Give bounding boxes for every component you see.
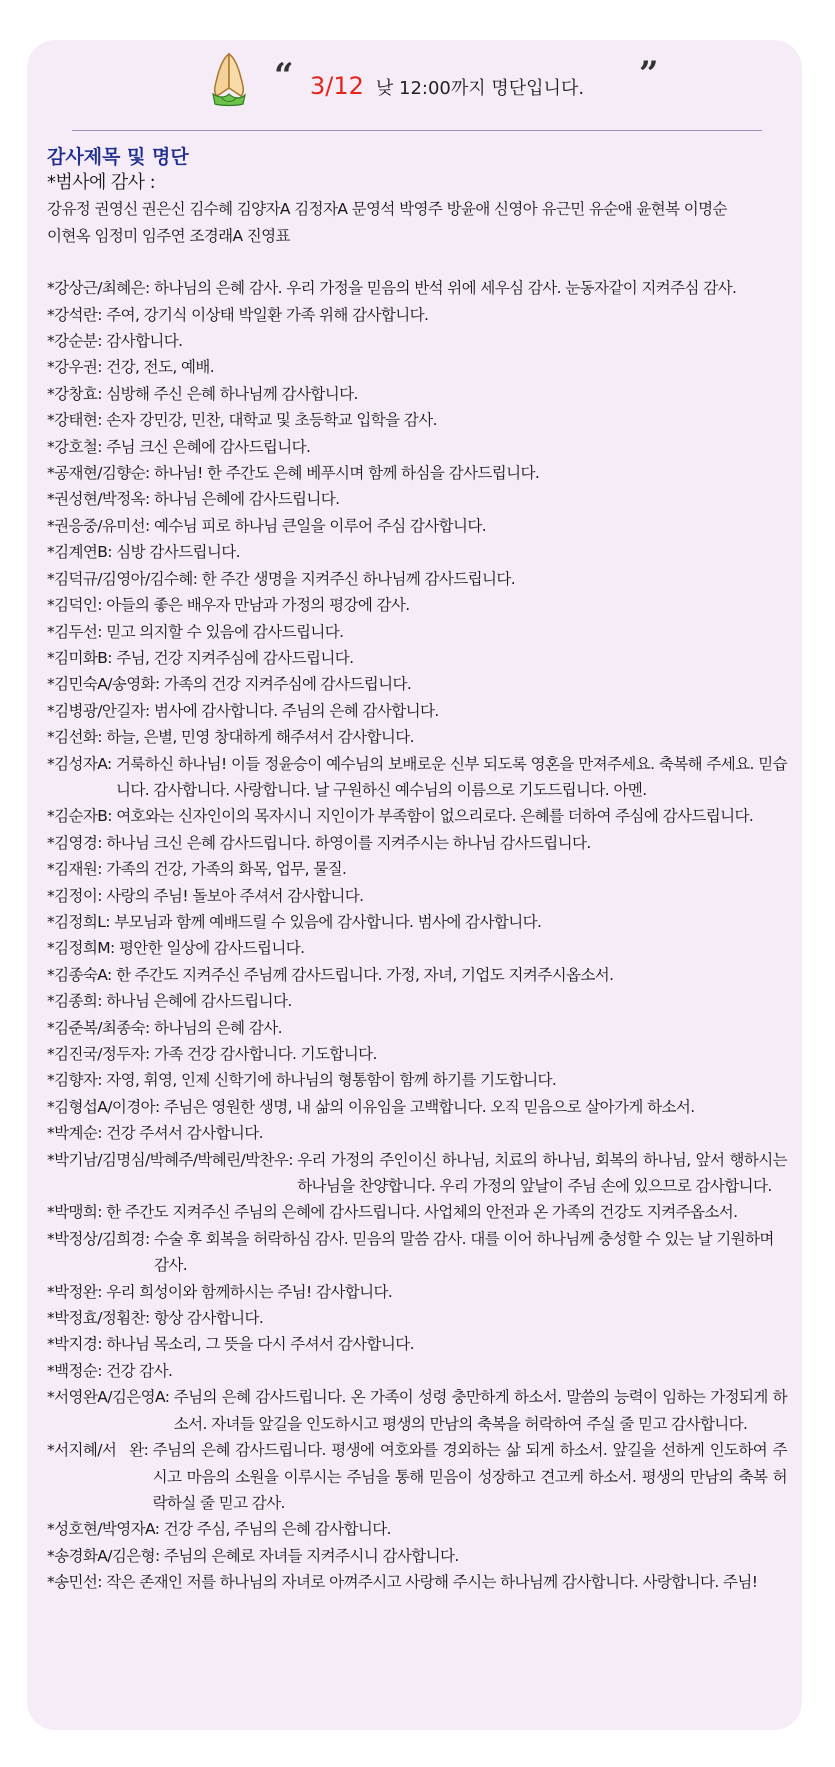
entry-name: *김성자A: xyxy=(47,754,116,773)
entry-text: 사랑의 주님! 돌보아 주셔서 감사합니다. xyxy=(106,886,364,905)
entry-name: *권응중/유미선: xyxy=(47,516,154,535)
entry-text: 예수님 피로 하나님 큰일을 이루어 주심 감사합니다. xyxy=(153,516,487,535)
entry-text: 부모님과 함께 예배드릴 수 있음에 감사합니다. 범사에 감사합니다. xyxy=(114,912,542,931)
entry-text: 우리 희성이와 함께하시는 주님! 감사합니다. xyxy=(106,1282,393,1301)
prayer-entry xyxy=(47,1120,787,1146)
entry-name: *송경화A/김은형: xyxy=(47,1546,164,1565)
names-line: 강유정 권영신 권은신 김수혜 김양자A 김정자A 문영석 박영주 방윤애 신영아 유근민 유순애 윤현복 이명순 xyxy=(47,200,727,219)
prayer-entry xyxy=(47,302,787,328)
entry-text: 하나님의 은혜 감사. xyxy=(153,1018,282,1037)
prayer-entry xyxy=(47,513,787,539)
prayer-body xyxy=(47,170,787,1596)
entry-text: 하나님 은혜에 감사드립니다. xyxy=(153,490,340,509)
prayer-entry xyxy=(47,698,787,724)
entry-text: 손자 강민강, 민찬, 대학교 및 초등학교 입학을 감사. xyxy=(106,411,437,430)
entry-text: 건강 주셔서 감사합니다. xyxy=(106,1124,263,1143)
entry-name: *강순분: xyxy=(47,332,107,351)
prayer-entry xyxy=(47,883,787,909)
prayer-entry xyxy=(47,1199,787,1225)
entry-text: 한 주간 생명을 지켜주신 하나님께 감사드립니다. xyxy=(201,569,516,588)
entry-name: *김선화: xyxy=(47,728,107,747)
entry-text: 건강, 전도, 예배. xyxy=(106,358,215,377)
entry-text: 감사합니다. xyxy=(106,332,183,351)
entry-name: *김종숙A: xyxy=(47,965,116,984)
prayer-entry xyxy=(47,486,787,512)
prayer-entry xyxy=(47,1226,787,1279)
entry-text: 심방 감사드립니다. xyxy=(116,543,240,562)
entry-name: *백정순: xyxy=(47,1361,107,1380)
entry-name: *서영완A/김은영A: xyxy=(47,1388,174,1407)
entry-name: *서지혜/서 완: xyxy=(47,1441,153,1460)
entry-name: *김덕인: xyxy=(47,596,107,615)
prayer-entry xyxy=(47,1569,787,1595)
prayer-entry xyxy=(47,645,787,671)
prayer-entry xyxy=(47,619,787,645)
entry-name: *김종희: xyxy=(47,992,107,1011)
quote-close: ” xyxy=(639,54,659,94)
prayer-entry xyxy=(47,751,787,804)
entry-name: *강상근/최혜은: xyxy=(47,279,154,298)
prayer-entry xyxy=(47,1358,787,1384)
entry-name: *김병광/안길자: xyxy=(47,701,154,720)
prayer-entry xyxy=(47,803,787,829)
prayer-entry xyxy=(47,407,787,433)
entry-name: *김순자B: xyxy=(47,807,117,826)
entry-name: *강석란: xyxy=(47,305,107,324)
entry-name: *박정완: xyxy=(47,1282,107,1301)
entry-name: *김정이: xyxy=(47,886,107,905)
entry-text: 하나님 목소리, 그 뜻을 다시 주셔서 감사합니다. xyxy=(106,1335,414,1354)
prayer-entry xyxy=(47,275,787,301)
entry-name: *박지경: xyxy=(47,1335,107,1354)
entry-text: 하나님 은혜에 감사드립니다. xyxy=(106,992,292,1011)
prayer-entry xyxy=(47,1543,787,1569)
entry-name: *김향자: xyxy=(47,1071,107,1090)
entry-text: 가족의 건강, 가족의 화목, 업무, 물질. xyxy=(106,860,347,879)
entry-name: *박계순: xyxy=(47,1124,107,1143)
prayer-list-card xyxy=(27,40,802,1730)
entry-text: 한 주간도 지켜주신 주님께 감사드립니다. 가정, 자녀, 기업도 지켜주시옵소서. xyxy=(115,965,614,984)
deadline-date: 3/12 xyxy=(310,72,364,100)
prayer-entry xyxy=(47,1516,787,1542)
entry-name: *김민숙A/송영화: xyxy=(47,675,164,694)
entry-text: 자영, 휘영, 인제 신학기에 하나님의 형통함이 함께 하기를 기도합니다. xyxy=(106,1071,557,1090)
entry-text: 수술 후 회복을 허락하심 감사. 믿음의 말씀 감사. 대를 이어 하나님께 충성할 수 있는 날 기원하며 감사. xyxy=(153,1229,774,1275)
entry-text: 한 주간도 지켜주신 주님의 은혜에 감사드립니다. 사업체의 안전과 온 가족의 건강도 지켜주옵소서. xyxy=(106,1203,738,1222)
prayer-entry xyxy=(47,434,787,460)
entry-name: *강창효: xyxy=(47,384,107,403)
entry-name: *강호철: xyxy=(47,437,107,456)
entry-text: 거룩하신 하나님! 이들 정윤승이 예수님의 보배로운 신부 되도록 영혼을 만져주세요. 축복해 주세요. 믿습니다. 감사합니다. 사랑합니다. 날 구원하신 예수님의 이름으로 기도드립니다. 아멘. xyxy=(115,754,787,799)
prayer-entry xyxy=(47,856,787,882)
prayer-entry xyxy=(47,1305,787,1331)
deadline-notice xyxy=(310,72,584,100)
prayer-entry xyxy=(47,830,787,856)
divider xyxy=(72,130,762,131)
entry-text: 주님의 은혜 감사드립니다. 온 가족이 성령 충만하게 하소서. 말씀의 능력이 임하는 가정되게 하소서. 자녀들 앞길을 인도하시고 평생의 만남의 축복을 허락하여 주실 줄 믿고 감사합니다. xyxy=(173,1388,787,1433)
entry-text: 작은 존재인 저를 하나님의 자녀로 아껴주시고 사랑해 주시는 하나님께 감사합니다. 사랑합니다. 주님! xyxy=(106,1573,758,1592)
entry-text: 하나님 크신 은혜 감사드립니다. 하영이를 지켜주시는 하나님 감사드립니다. xyxy=(106,833,591,852)
entry-text: 주님은 영원한 생명, 내 삶의 이유임을 고백합니다. 오직 믿음으로 살아가게 하소서. xyxy=(163,1097,695,1116)
deadline-text: 낮 12:00까지 명단입니다. xyxy=(375,78,585,99)
prayer-entry xyxy=(47,988,787,1014)
entry-text: 가족 건강 감사합니다. 기도합니다. xyxy=(153,1045,377,1063)
entry-text: 하나님의 은혜 감사. 우리 가정을 믿음의 반석 위에 세우심 감사. 눈동자같이 지켜주심 감사. xyxy=(153,279,737,298)
prayer-entry xyxy=(47,1384,787,1437)
entry-text: 주님의 은혜 감사드립니다. 평생에 여호와를 경외하는 삶 되게 하소서. 앞길을 선하게 인도하여 주시고 마음의 소원을 이루시는 주님을 통해 믿음이 성장하고 견고케 하소서. 평생의 만남의 축복 허락하실 줄 믿고 감사. xyxy=(152,1441,787,1512)
prayer-entry xyxy=(47,1331,787,1357)
prayer-entry xyxy=(47,1041,787,1067)
entry-name: *박정효/정횜찬: xyxy=(47,1309,154,1328)
entries-list xyxy=(47,275,787,1595)
entry-name: *송민선: xyxy=(47,1573,107,1592)
entry-name: *김진국/정두자: xyxy=(47,1045,154,1063)
entry-name: *박기남/김명심/박혜주/박혜린/박찬우: xyxy=(47,1150,298,1169)
entry-text: 믿고 의지할 수 있음에 감사드립니다. xyxy=(106,622,344,641)
entry-name: *김미화B: xyxy=(47,648,117,667)
entry-name: *김영경: xyxy=(47,833,107,852)
names-line: 이현옥 임정미 임주연 조경래A 진영표 xyxy=(47,226,290,245)
prayer-entry xyxy=(47,381,787,407)
prayer-entry xyxy=(47,354,787,380)
entry-text: 가족의 건강 지켜주심에 감사드립니다. xyxy=(163,675,412,694)
entry-name: *김정희M: xyxy=(47,939,119,958)
entry-name: *성호현/박영자A: xyxy=(47,1520,164,1539)
entry-text: 주님, 건강 지켜주심에 감사드립니다. xyxy=(116,648,354,667)
prayer-entry xyxy=(47,935,787,961)
prayer-entry xyxy=(47,539,787,565)
prayer-entry xyxy=(47,1015,787,1041)
entry-name: *박정상/김희경: xyxy=(47,1229,154,1248)
entry-text: 우리 가정의 주인이신 하나님, 치료의 하나님, 회복의 하나님, 앞서 행하시는 하나님을 찬양합니다. 우리 가정의 앞날이 주님 손에 있으므로 감사합니다. xyxy=(297,1150,787,1196)
intro-heading: *범사에 감사 : xyxy=(47,172,156,193)
entry-name: *박맹희: xyxy=(47,1203,107,1222)
entry-text: 건강 감사. xyxy=(106,1361,173,1380)
entry-text: 하나님! 한 주간도 은혜 베푸시며 함께 하심을 감사드립니다. xyxy=(153,464,540,483)
prayer-entry xyxy=(47,592,787,618)
entry-text: 항상 감사합니다. xyxy=(153,1309,264,1328)
entry-text: 주님 크신 은혜에 감사드립니다. xyxy=(106,437,311,456)
entry-text: 주님의 은혜로 자녀들 지켜주시니 감사합니다. xyxy=(163,1546,459,1565)
entry-name: *김준복/최종숙: xyxy=(47,1018,154,1037)
spacer xyxy=(47,249,787,275)
entry-name: *권성현/박정옥: xyxy=(47,490,154,509)
entry-text: 주여, 강기식 이상태 박일환 가족 위해 감사합니다. xyxy=(106,305,429,324)
entry-name: *김형섭A/이경아: xyxy=(47,1097,164,1116)
prayer-entry xyxy=(47,962,787,988)
entry-text: 여호와는 신자인이의 목자시니 지인이가 부족함이 없으리로다. 은혜를 더하여 주심에 감사드립니다. xyxy=(116,807,754,826)
entry-text: 하늘, 은별, 민영 창대하게 해주셔서 감사합니다. xyxy=(106,728,414,747)
prayer-entry xyxy=(47,724,787,750)
entry-text: 범사에 감사합니다. 주님의 은혜 감사합니다. xyxy=(153,701,439,720)
entry-name: *김정희L: xyxy=(47,912,115,931)
prayer-entry xyxy=(47,1147,787,1200)
entry-text: 아들의 좋은 배우자 만남과 가정의 평강에 감사. xyxy=(106,596,410,615)
prayer-entry xyxy=(47,460,787,486)
prayer-entry xyxy=(47,671,787,697)
quote-open: “ xyxy=(274,56,294,96)
entry-name: *강태현: xyxy=(47,411,107,430)
prayer-entry xyxy=(47,566,787,592)
entry-name: *김덕규/김영아/김수혜: xyxy=(47,569,202,588)
prayer-entry xyxy=(47,1279,787,1305)
entry-name: *공재현/김향순: xyxy=(47,464,154,483)
section-title: 감사제목 및 명단 xyxy=(47,146,189,168)
praying-hands-icon xyxy=(199,48,259,108)
entry-name: *김재원: xyxy=(47,860,107,879)
entry-text: 심방해 주신 은혜 하나님께 감사합니다. xyxy=(106,384,358,403)
entry-name: *강우권: xyxy=(47,358,107,377)
entry-text: 평안한 일상에 감사드립니다. xyxy=(119,939,305,958)
prayer-entry xyxy=(47,909,787,935)
entry-name: *김두선: xyxy=(47,622,107,641)
prayer-entry xyxy=(47,1094,787,1120)
entry-text: 건강 주심, 주님의 은혜 감사합니다. xyxy=(163,1520,391,1539)
prayer-entry xyxy=(47,328,787,354)
prayer-entry xyxy=(47,1437,787,1516)
prayer-entry xyxy=(47,1067,787,1093)
header xyxy=(27,40,802,135)
entry-name: *김계연B: xyxy=(47,543,117,562)
